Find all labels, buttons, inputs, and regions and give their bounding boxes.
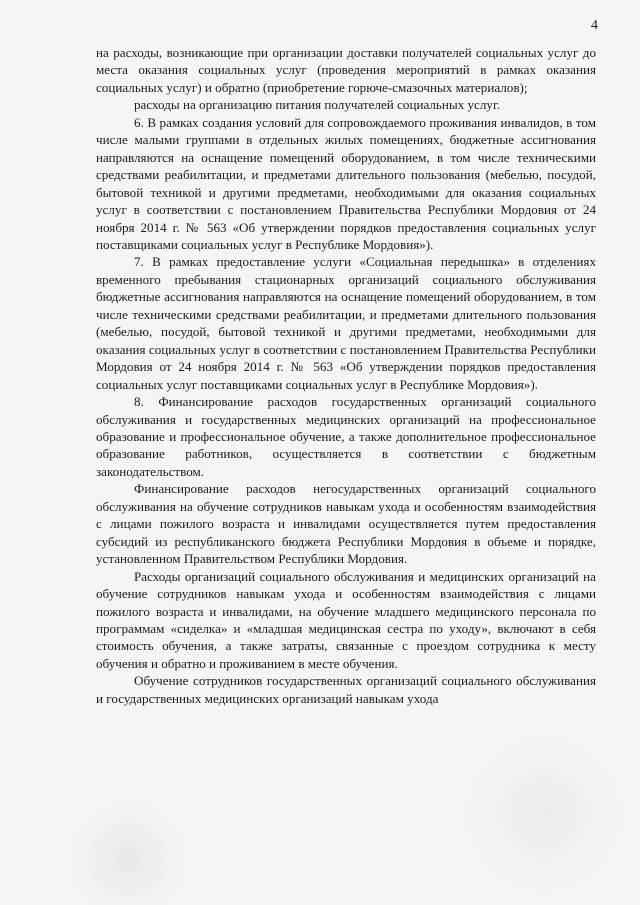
paragraph-nongovernmental-financing: Финансирование расходов негосударственных организаций социального обслуживания на обучение сотрудников навыкам ухода и особенностям взаимодействия с лицами пожилого возраста и инвалидами осуществляется путем предоставления субсидий из республиканского бюджета Республики Мордовия в объеме и порядке, установленном Правительством Республики Мордовия. xyxy=(96,481,596,567)
document-body xyxy=(96,44,596,707)
paragraph-delivery-expenses: на расходы, возникающие при организации доставки получателей социальных услуг до места оказания социальных услуг (проведения мероприятий в рамках оказания социальных услуг) и обратно (приобретение горюче-смазочных материалов); xyxy=(96,45,596,95)
paragraph-nutrition-expenses: расходы на организацию питания получателей социальных услуг. xyxy=(134,97,501,113)
paragraph-item-7: 7. В рамках предоставление услуги «Социальная передышка» в отделениях временного пребывания стационарных организаций социального обслуживания бюджетные ассигнования направляются на оснащение помещений оборудованием, в том числе техническими средствами реабилитации, и предметами длительного пользования (мебелью, посудой, бытовой техникой и другими предметами, необходимыми для оказания социальных услуг в соответствии с постановлением Правительства Республики Мордовия от 24 ноября 2014 г. № 563 «Об утверждении порядков предоставления социальных услуг поставщиками социальных услуг в Республике Мордовия»). xyxy=(96,254,596,392)
paragraph-training-expenses: Расходы организаций социального обслуживания и медицинских организаций на обучение сотрудников навыкам ухода и особенностям взаимодействия с лицами пожилого возраста и инвалидами, на обучение младшего медицинского персонала по программам «сиделка» и «младшая медицинская сестра по уходу», включают в себя стоимость обучения, а также затраты, связанные с проездом сотрудника к месту обучения и обратно и проживанием в месте обучения. xyxy=(96,568,596,671)
page-number: 4 xyxy=(591,18,598,33)
paragraph-item-6: 6. В рамках создания условий для сопровождаемого проживания инвалидов, в том числе малыми группами в отдельных жилых помещениях, бюджетные ассигнования направляются на оснащение помещений оборудованием, в том числе техническими средствами реабилитации, и предметами длительного пользования (мебелью, посудой, бытовой техникой и другими предметами, необходимыми для оказания социальных услуг в соответствии с постановлением Правительства Республики Мордовия от 24 ноября 2014 г. № 563 «Об утверждении порядков предоставления социальных услуг поставщиками социальных услуг в Республике Мордовия»). xyxy=(96,114,596,252)
paragraph-item-8: 8. Финансирование расходов государственных организаций социального обслуживания и государственных медицинских организаций на профессиональное образование и профессиональное обучение, а также дополнительное профессиональное образование работников, осуществляется в соответствии с бюджетным законодательством. xyxy=(96,394,596,479)
paragraph-staff-training: Обучение сотрудников государственных организаций социального обслуживания и государственных медицинских организаций навыкам ухода xyxy=(96,673,596,706)
